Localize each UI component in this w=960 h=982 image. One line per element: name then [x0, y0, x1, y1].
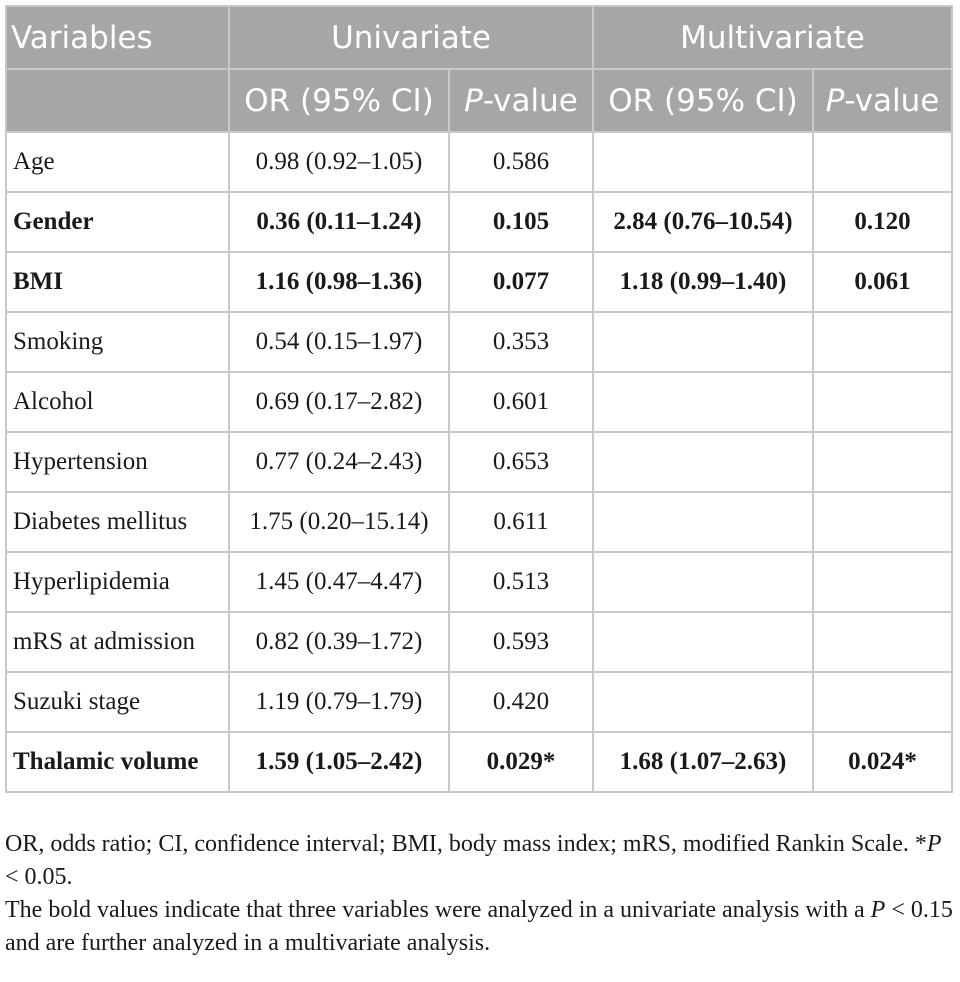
header-uni-p-rest: -value	[482, 82, 578, 119]
cell-variable: mRS at admission	[6, 612, 229, 672]
cell-uni-p: 0.105	[449, 192, 593, 252]
header-uni-p-italic: P	[464, 82, 483, 119]
cell-multi-or: 1.18 (0.99–1.40)	[593, 252, 813, 312]
header-multivariate: Multivariate	[593, 6, 952, 69]
cell-multi-p	[813, 372, 952, 432]
cell-multi-or	[593, 492, 813, 552]
header-multi-p	[813, 69, 952, 132]
cell-uni-or: 1.19 (0.79–1.79)	[229, 672, 449, 732]
cell-variable: Age	[6, 132, 229, 192]
cell-variable: Hypertension	[6, 432, 229, 492]
cell-multi-p	[813, 312, 952, 372]
cell-multi-or	[593, 432, 813, 492]
cell-multi-p	[813, 432, 952, 492]
cell-uni-or: 0.54 (0.15–1.97)	[229, 312, 449, 372]
header-variables: Variables	[6, 6, 229, 69]
table-row	[6, 552, 952, 612]
footnote-1-threshold: < 0.05.	[5, 864, 73, 890]
header-univariate: Univariate	[229, 6, 593, 69]
cell-variable: Suzuki stage	[6, 672, 229, 732]
header-multi-p-rest: -value	[844, 82, 940, 119]
cell-multi-p: 0.061	[813, 252, 952, 312]
cell-multi-p	[813, 672, 952, 732]
cell-multi-or	[593, 372, 813, 432]
cell-uni-p: 0.611	[449, 492, 593, 552]
cell-multi-p: 0.024*	[813, 732, 952, 792]
cell-multi-or	[593, 552, 813, 612]
cell-multi-p	[813, 492, 952, 552]
table-row	[6, 732, 952, 792]
cell-uni-or: 0.36 (0.11–1.24)	[229, 192, 449, 252]
cell-variable: Diabetes mellitus	[6, 492, 229, 552]
cell-uni-p: 0.353	[449, 312, 593, 372]
cell-uni-or: 1.59 (1.05–2.42)	[229, 732, 449, 792]
cell-variable: BMI	[6, 252, 229, 312]
cell-multi-or: 1.68 (1.07–2.63)	[593, 732, 813, 792]
cell-multi-or	[593, 132, 813, 192]
footnote-1-text: OR, odds ratio; CI, confidence interval; BMI, body mass index; mRS, modified Rankin Scale. *	[5, 831, 927, 857]
footnote-2-text: The bold values indicate that three variables were analyzed in a univariate analysis with a	[5, 897, 871, 923]
cell-multi-p: 0.120	[813, 192, 952, 252]
header-empty	[6, 69, 229, 132]
table-row	[6, 192, 952, 252]
cell-multi-p	[813, 552, 952, 612]
cell-multi-or	[593, 312, 813, 372]
cell-variable: Alcohol	[6, 372, 229, 432]
header-row-1	[6, 6, 952, 69]
cell-uni-p: 0.601	[449, 372, 593, 432]
cell-uni-p: 0.593	[449, 612, 593, 672]
cell-uni-or: 1.45 (0.47–4.47)	[229, 552, 449, 612]
regression-table	[5, 5, 953, 793]
cell-uni-p: 0.077	[449, 252, 593, 312]
cell-variable: Hyperlipidemia	[6, 552, 229, 612]
header-multi-or: OR (95% CI)	[593, 69, 813, 132]
table-row	[6, 612, 952, 672]
footnote-bold-note	[5, 894, 955, 960]
cell-variable: Smoking	[6, 312, 229, 372]
table-row	[6, 312, 952, 372]
cell-uni-or: 0.69 (0.17–2.82)	[229, 372, 449, 432]
header-row-2	[6, 69, 952, 132]
cell-uni-or: 0.98 (0.92–1.05)	[229, 132, 449, 192]
cell-uni-or: 1.16 (0.98–1.36)	[229, 252, 449, 312]
cell-multi-or	[593, 612, 813, 672]
header-multi-p-italic: P	[825, 82, 845, 119]
table-row	[6, 672, 952, 732]
cell-uni-or: 1.75 (0.20–15.14)	[229, 492, 449, 552]
cell-multi-or: 2.84 (0.76–10.54)	[593, 192, 813, 252]
table-row	[6, 252, 952, 312]
header-uni-p	[449, 69, 593, 132]
cell-uni-p: 0.420	[449, 672, 593, 732]
footnote-2-p: P	[870, 897, 886, 923]
cell-uni-or: 0.77 (0.24–2.43)	[229, 432, 449, 492]
footnote-2-rest: < 0.15 and are further analyzed in a multivariate analysis.	[5, 897, 953, 956]
footnote-abbreviations	[5, 828, 955, 894]
cell-uni-p: 0.513	[449, 552, 593, 612]
cell-uni-or: 0.82 (0.39–1.72)	[229, 612, 449, 672]
footnote-1-p: P	[926, 831, 942, 857]
cell-multi-p	[813, 132, 952, 192]
cell-multi-p	[813, 612, 952, 672]
table-row	[6, 432, 952, 492]
cell-uni-p: 0.029*	[449, 732, 593, 792]
cell-uni-p: 0.653	[449, 432, 593, 492]
table-row	[6, 492, 952, 552]
header-uni-or: OR (95% CI)	[229, 69, 449, 132]
table-row	[6, 372, 952, 432]
cell-variable: Gender	[6, 192, 229, 252]
cell-uni-p: 0.586	[449, 132, 593, 192]
table-footnotes	[5, 828, 955, 960]
table-row	[6, 132, 952, 192]
cell-multi-or	[593, 672, 813, 732]
cell-variable: Thalamic volume	[6, 732, 229, 792]
